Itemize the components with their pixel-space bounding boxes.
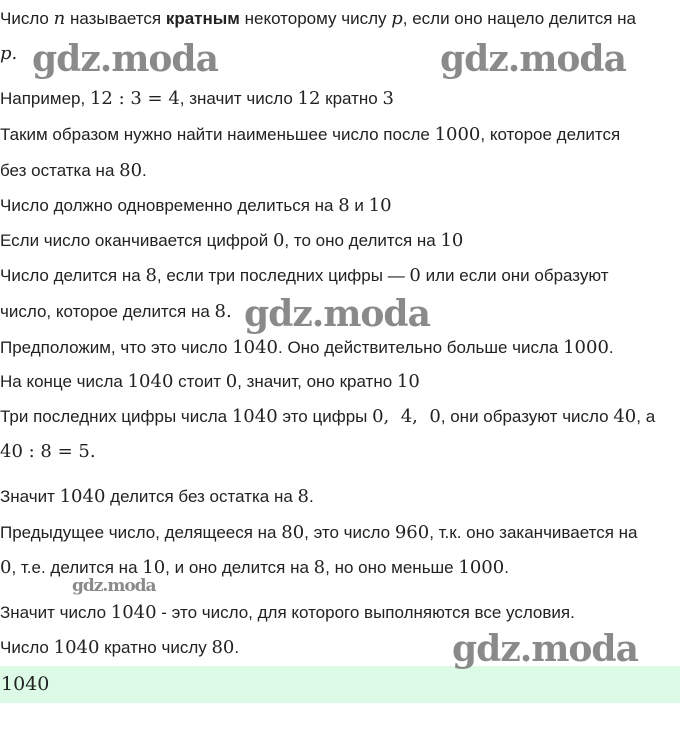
text-line-16: 0, т.е. делится на 10, и оно делится на 8, но оно меньше 1000. <box>0 557 509 578</box>
text-line-8: Число делится на 8, если три последних цифры — 0 или если они образуют <box>0 265 609 286</box>
text-line-1: Число n называется кратным некоторому числу p, если оно нацело делится на <box>0 8 636 29</box>
watermark-logo: gdz.moda <box>440 38 626 80</box>
text-line-7: Если число оканчивается цифрой 0, то оно делится на 10 <box>0 230 464 251</box>
text-line-11: На конце числа 1040 стоит 0, значит, оно кратно 10 <box>0 371 420 392</box>
watermark-logo: gdz.moda <box>32 38 218 80</box>
text-line-10: Предположим, что это число 1040. Оно действительно больше числа 1000. <box>0 337 614 358</box>
text-line-13: 40 : 8 = 5. <box>0 441 96 462</box>
text-line-4: Таким образом нужно найти наименьшее число после 1000, которое делится <box>0 124 621 145</box>
text-line-12: Три последних цифры числа 1040 это цифры 0, 4, 0, они образуют число 40, а <box>0 406 656 427</box>
text-line-5: без остатка на 80. <box>0 160 147 181</box>
text-line-9: число, которое делится на 8. <box>0 301 232 322</box>
watermark-logo: gdz.moda <box>244 293 430 335</box>
text-line-15: Предыдущее число, делящееся на 80, это число 960, т.к. оно заканчивается на <box>0 522 638 543</box>
text-line-17: Значит число 1040 - это число, для которого выполняются все условия. <box>0 602 575 623</box>
watermark-logo: gdz.moda <box>72 576 156 596</box>
answer-box <box>0 666 680 703</box>
text-line-18: Число 1040 кратно числу 80. <box>0 637 240 658</box>
watermark-logo: gdz.moda <box>452 628 638 670</box>
text-line-2: p. <box>0 43 18 64</box>
answer-value: 1040 <box>1 673 50 695</box>
text-line-14: Значит 1040 делится без остатка на 8. <box>0 486 314 507</box>
text-line-6: Число должно одновременно делиться на 8 и 10 <box>0 195 392 216</box>
text-line-3: Например, 12 : 3 = 4, значит число 12 кратно 3 <box>0 88 394 109</box>
